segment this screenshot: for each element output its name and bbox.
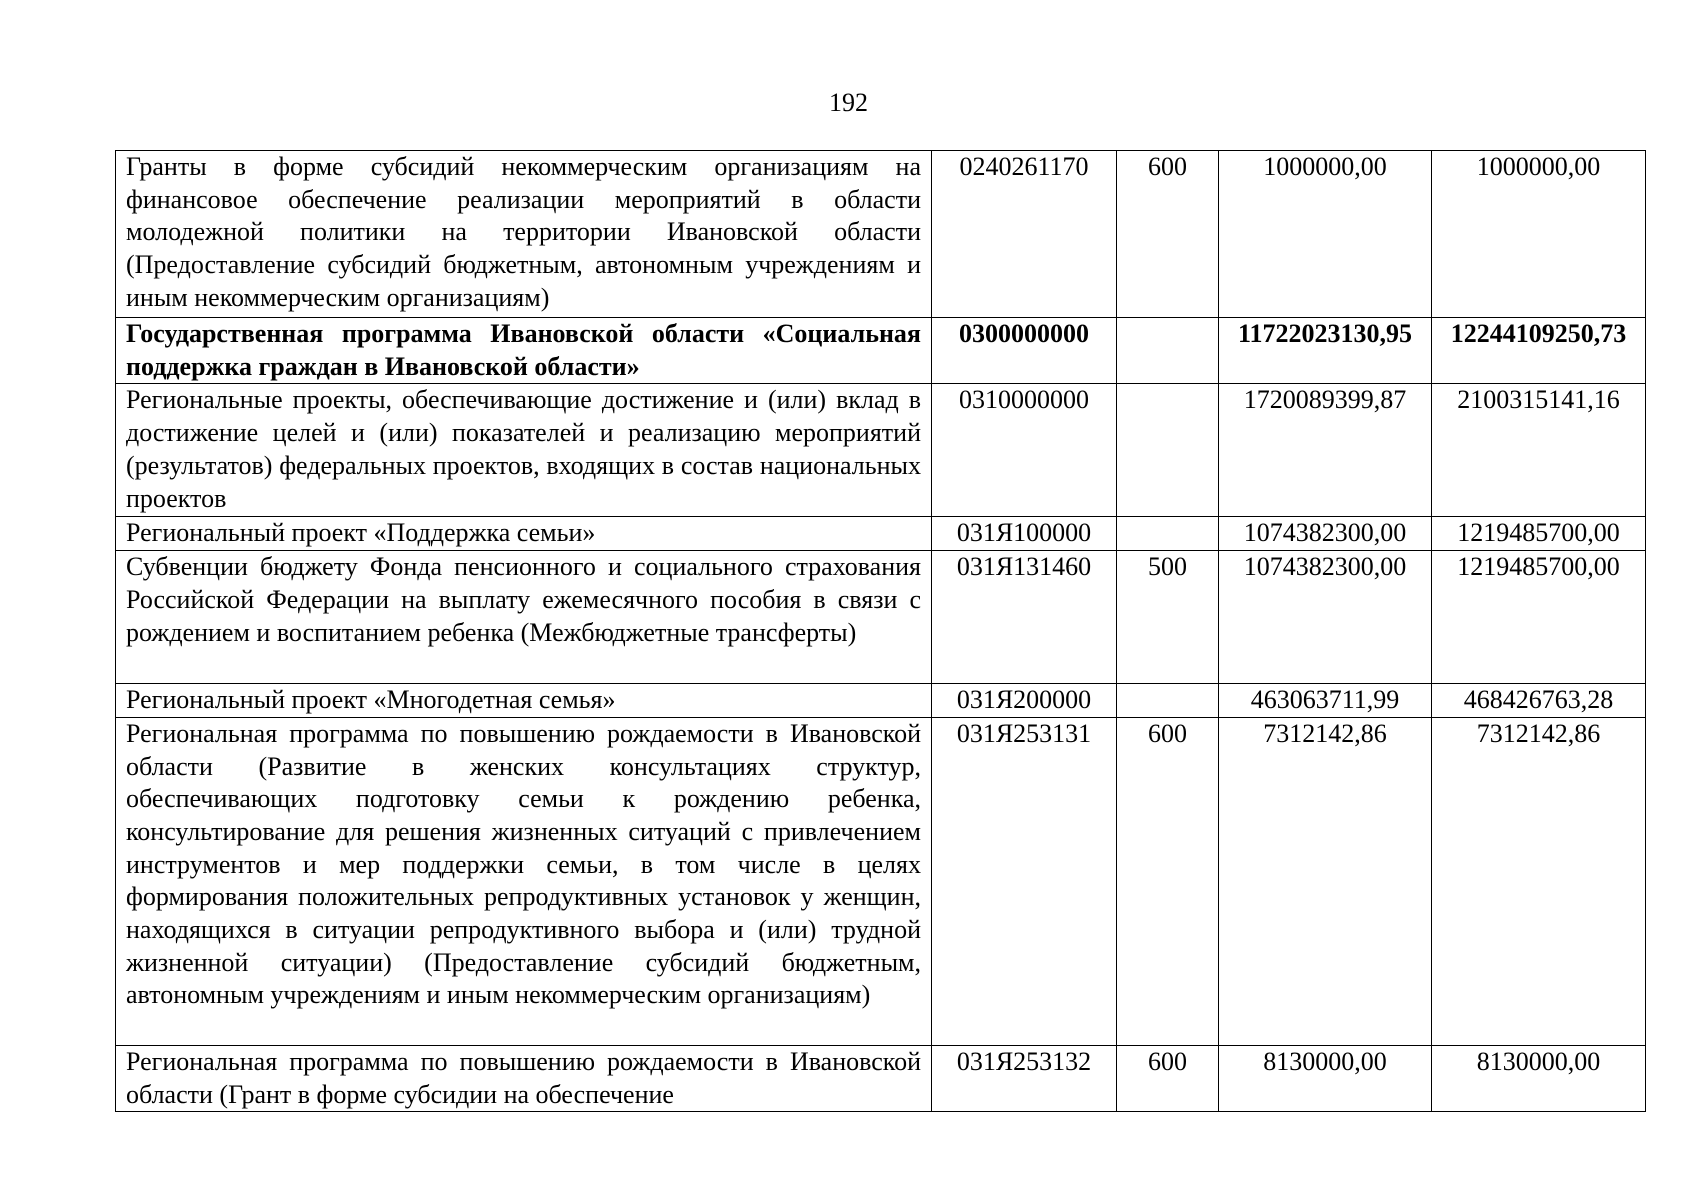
table-row bbox=[116, 1045, 1646, 1111]
row-description: Государственная программа Ивановской области «Социальная поддержка граждан в Ивановской области» bbox=[116, 318, 932, 384]
row-amount-1: 7312142,86 bbox=[1219, 717, 1432, 1045]
row-amount-2: 7312142,86 bbox=[1432, 717, 1646, 1045]
row-amount-2: 12244109250,73 bbox=[1432, 318, 1646, 384]
row-description: Региональный проект «Поддержка семьи» bbox=[116, 517, 932, 551]
row-expense-type: 600 bbox=[1117, 717, 1219, 1045]
row-amount-2: 1000000,00 bbox=[1432, 151, 1646, 318]
page-number: 192 bbox=[829, 88, 868, 117]
row-description: Региональная программа по повышению рождаемости в Ивановской области (Развитие в женских консультациях структур, обеспечивающих подготовку семьи к рождению ребенка, консультирование для решения жизненных ситуаций с привлечением инструментов и мер поддержки семьи, в том числе в целях формирования положительных репродуктивных установок у женщин, находящихся в ситуации репродуктивного выбора и (или) трудной жизненной ситуации) (Предоставление субсидий бюджетным, автономным учреждениям и иным некоммерческим организациям) bbox=[116, 717, 932, 1045]
row-description: Региональный проект «Многодетная семья» bbox=[116, 684, 932, 718]
row-amount-1: 11722023130,95 bbox=[1219, 318, 1432, 384]
table-row bbox=[116, 318, 1646, 384]
row-expense-type: 600 bbox=[1117, 1045, 1219, 1111]
row-amount-1: 1000000,00 bbox=[1219, 151, 1432, 318]
table-row bbox=[116, 384, 1646, 517]
row-amount-2: 8130000,00 bbox=[1432, 1045, 1646, 1111]
row-target-code: 031Я100000 bbox=[932, 517, 1117, 551]
row-description: Региональная программа по повышению рождаемости в Ивановской области (Грант в форме субсидии на обеспечение bbox=[116, 1045, 932, 1111]
table-row bbox=[116, 517, 1646, 551]
row-amount-2: 1219485700,00 bbox=[1432, 551, 1646, 684]
row-expense-type: 600 bbox=[1117, 151, 1219, 318]
row-amount-2: 468426763,28 bbox=[1432, 684, 1646, 718]
row-description: Региональные проекты, обеспечивающие достижение и (или) вклад в достижение целей и (или) показателей и реализацию мероприятий (результатов) федеральных проектов, входящих в состав национальных проектов bbox=[116, 384, 932, 517]
row-description: Субвенции бюджету Фонда пенсионного и социального страхования Российской Федерации на выплату ежемесячного пособия в связи с рождением и воспитанием ребенка (Межбюджетные трансферты) bbox=[116, 551, 932, 684]
budget-table-body bbox=[116, 151, 1646, 1112]
row-amount-1: 1074382300,00 bbox=[1219, 551, 1432, 684]
budget-table bbox=[115, 150, 1646, 1112]
row-target-code: 031Я200000 bbox=[932, 684, 1117, 718]
row-target-code: 0310000000 bbox=[932, 384, 1117, 517]
row-target-code: 031Я253131 bbox=[932, 717, 1117, 1045]
row-amount-1: 1074382300,00 bbox=[1219, 517, 1432, 551]
table-row bbox=[116, 551, 1646, 684]
row-amount-1: 8130000,00 bbox=[1219, 1045, 1432, 1111]
table-row bbox=[116, 717, 1646, 1045]
row-amount-1: 463063711,99 bbox=[1219, 684, 1432, 718]
row-target-code: 0300000000 bbox=[932, 318, 1117, 384]
table-row bbox=[116, 151, 1646, 318]
row-expense-type bbox=[1117, 384, 1219, 517]
table-row bbox=[116, 684, 1646, 718]
row-amount-1: 1720089399,87 bbox=[1219, 384, 1432, 517]
row-expense-type bbox=[1117, 684, 1219, 718]
row-expense-type: 500 bbox=[1117, 551, 1219, 684]
row-description: Гранты в форме субсидий некоммерческим организациям на финансовое обеспечение реализации мероприятий в области молодежной политики на территории Ивановской области (Предоставление субсидий бюджетным, автономным учреждениям и иным некоммерческим организациям) bbox=[116, 151, 932, 318]
row-amount-2: 1219485700,00 bbox=[1432, 517, 1646, 551]
row-target-code: 031Я131460 bbox=[932, 551, 1117, 684]
row-target-code: 0240261170 bbox=[932, 151, 1117, 318]
row-expense-type bbox=[1117, 318, 1219, 384]
row-target-code: 031Я253132 bbox=[932, 1045, 1117, 1111]
row-amount-2: 2100315141,16 bbox=[1432, 384, 1646, 517]
row-expense-type bbox=[1117, 517, 1219, 551]
